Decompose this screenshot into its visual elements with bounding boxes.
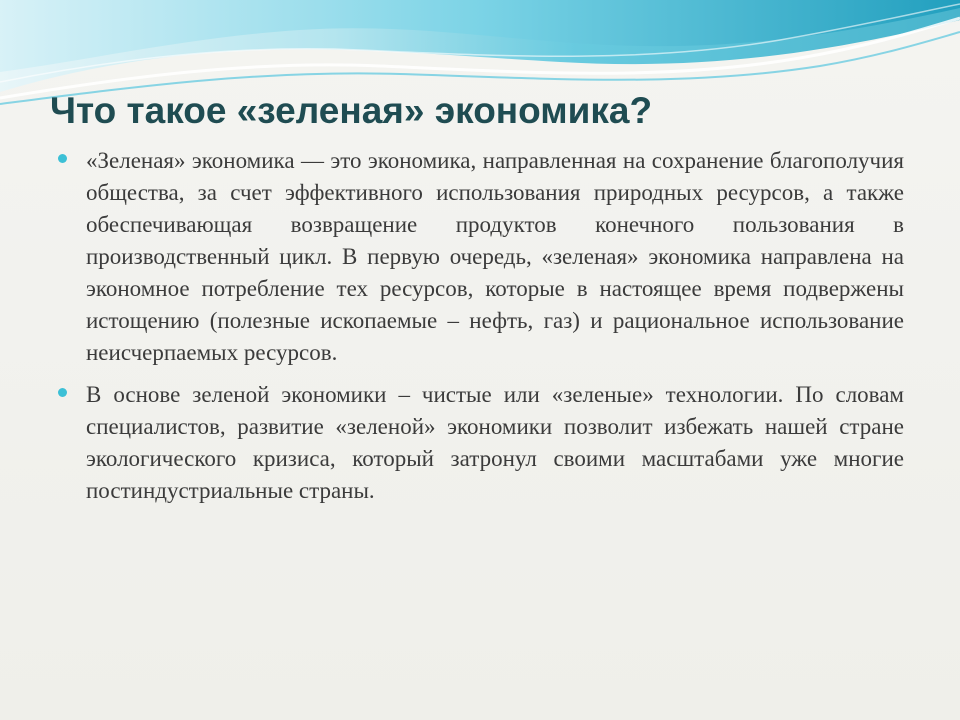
bullet-item [58, 145, 904, 369]
bullet-text: «Зеленая» экономика — это экономика, направленная на сохранение благополучия общества, за счет эффективного использования природных ресурсов, а также обеспечивающая возвращение продуктов конечного пользования в производственный цикл. В первую очередь, «зеленая» экономика направлена на экономное потребление тех ресурсов, которые в настоящее время подвержены истощению (полезные ископаемые – нефть, газ) и рациональное использование неисчерпаемых ресурсов. [86, 148, 904, 365]
bullet-text: В основе зеленой экономики – чистые или «зеленые» технологии. По словам специалистов, развитие «зеленой» экономики позволит избежать нашей стране экологического кризиса, который затронул своими масштабами уже многие постиндустриальные страны. [86, 382, 904, 503]
slide-title: Что такое «зеленая» экономика? [50, 90, 653, 131]
bullet-list [58, 145, 904, 517]
bullet-item [58, 379, 904, 507]
bullet-dot-icon [58, 154, 67, 163]
bullet-dot-icon [58, 388, 67, 397]
